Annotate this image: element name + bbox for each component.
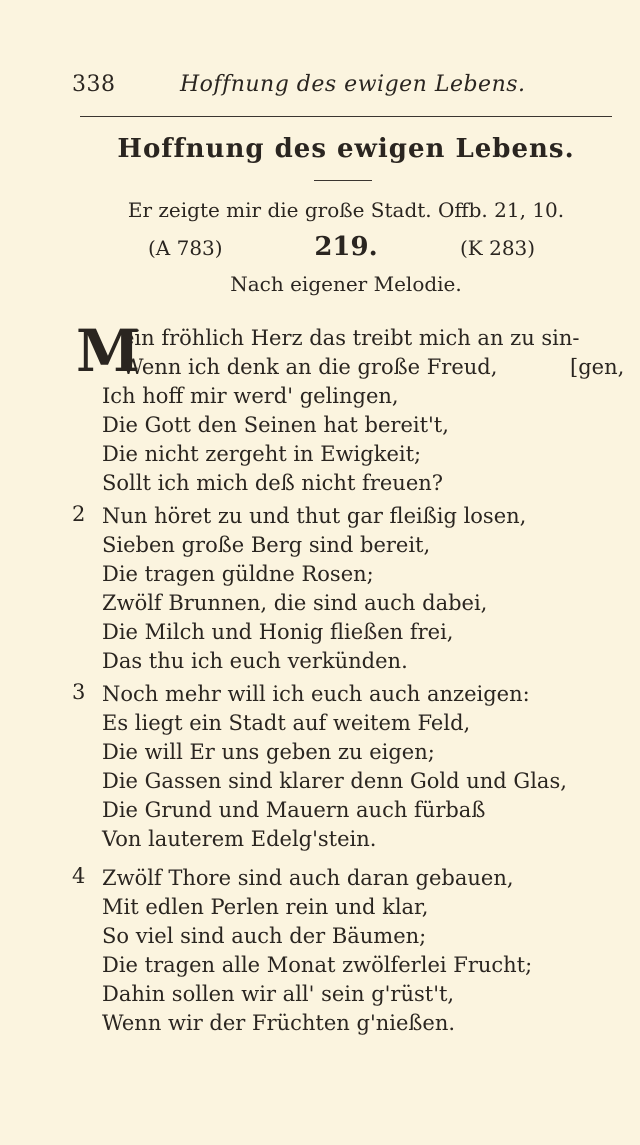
verse-line: Die will Er uns geben zu eigen; [102,740,435,764]
verse-line: Die Gott den Seinen hat bereit't, [102,413,449,437]
stanza-2 [72,502,622,676]
hymn-number-line [80,232,612,266]
stanza-3 [72,680,622,854]
hymn-ref-left: (A 783) [148,236,223,260]
verse-line: Die Milch und Honig fließen frei, [102,620,454,644]
hymn-number: 219. [314,232,378,262]
verse-line: Mit edlen Perlen rein und klar, [102,895,429,919]
page-number: 338 [72,72,116,97]
hymn-ref-right: (K 283) [460,236,536,260]
header-rule [80,116,612,117]
verse-line: Dahin sollen wir all' sein g'rüst't, [102,982,455,1006]
drop-cap: M [76,317,141,385]
verse-line: Zwölf Thore sind auch daran gebauen, [102,866,514,890]
stanza-1 [72,317,625,498]
verse-line: Sollt ich mich deß nicht freuen? [102,471,444,495]
stanza-number: 2 [72,502,86,526]
verse-line: Die tragen alle Monat zwölferlei Frucht; [102,953,533,977]
verse-line: Die Gassen sind klarer denn Gold und Glas, [102,769,567,793]
verse-line: Das thu ich euch verkünden. [102,649,408,673]
verse-line: Zwölf Brunnen, die sind auch dabei, [102,591,488,615]
stanza-number: 3 [72,680,86,704]
verse-line: Wenn wir der Früchten g'nießen. [102,1011,456,1035]
verse-line: Es liegt ein Stadt auf weitem Feld, [102,711,471,735]
verse-line: Die tragen güldne Rosen; [102,562,374,586]
verse-line: Die Grund und Mauern auch fürbaß [102,798,486,822]
verse-line: Ich hoff mir werd' gelingen, [102,384,399,408]
section-title: Hoffnung des ewigen Lebens. [117,134,575,164]
title-rule [314,180,372,181]
stanza-number: 4 [72,864,86,888]
verse-line: Noch mehr will ich euch auch anzeigen: [102,682,530,706]
verse-line: Von lauterem Edelg'stein. [102,827,377,851]
verse-line: ein fröhlich Herz das treibt mich an zu sin- [122,326,580,350]
running-title: Hoffnung des ewigen Lebens. [180,72,526,97]
verse-line: Sieben große Berg sind bereit, [102,533,431,557]
epigraph: Er zeigte mir die große Stadt. Offb. 21, 10. [127,198,565,222]
verse-line: Nun höret zu und thut gar fleißig losen, [102,504,527,528]
verse-line: Die nicht zergeht in Ewigkeit; [102,442,422,466]
verse-line: Wenn ich denk an die große Freud, [gen, [72,353,622,382]
verse-line: So viel sind auch der Bäumen; [102,924,427,948]
stanza-4 [72,864,622,1038]
melody-note: Nach eigener Melodie. [230,272,462,296]
line-carry: [gen, [570,355,625,379]
